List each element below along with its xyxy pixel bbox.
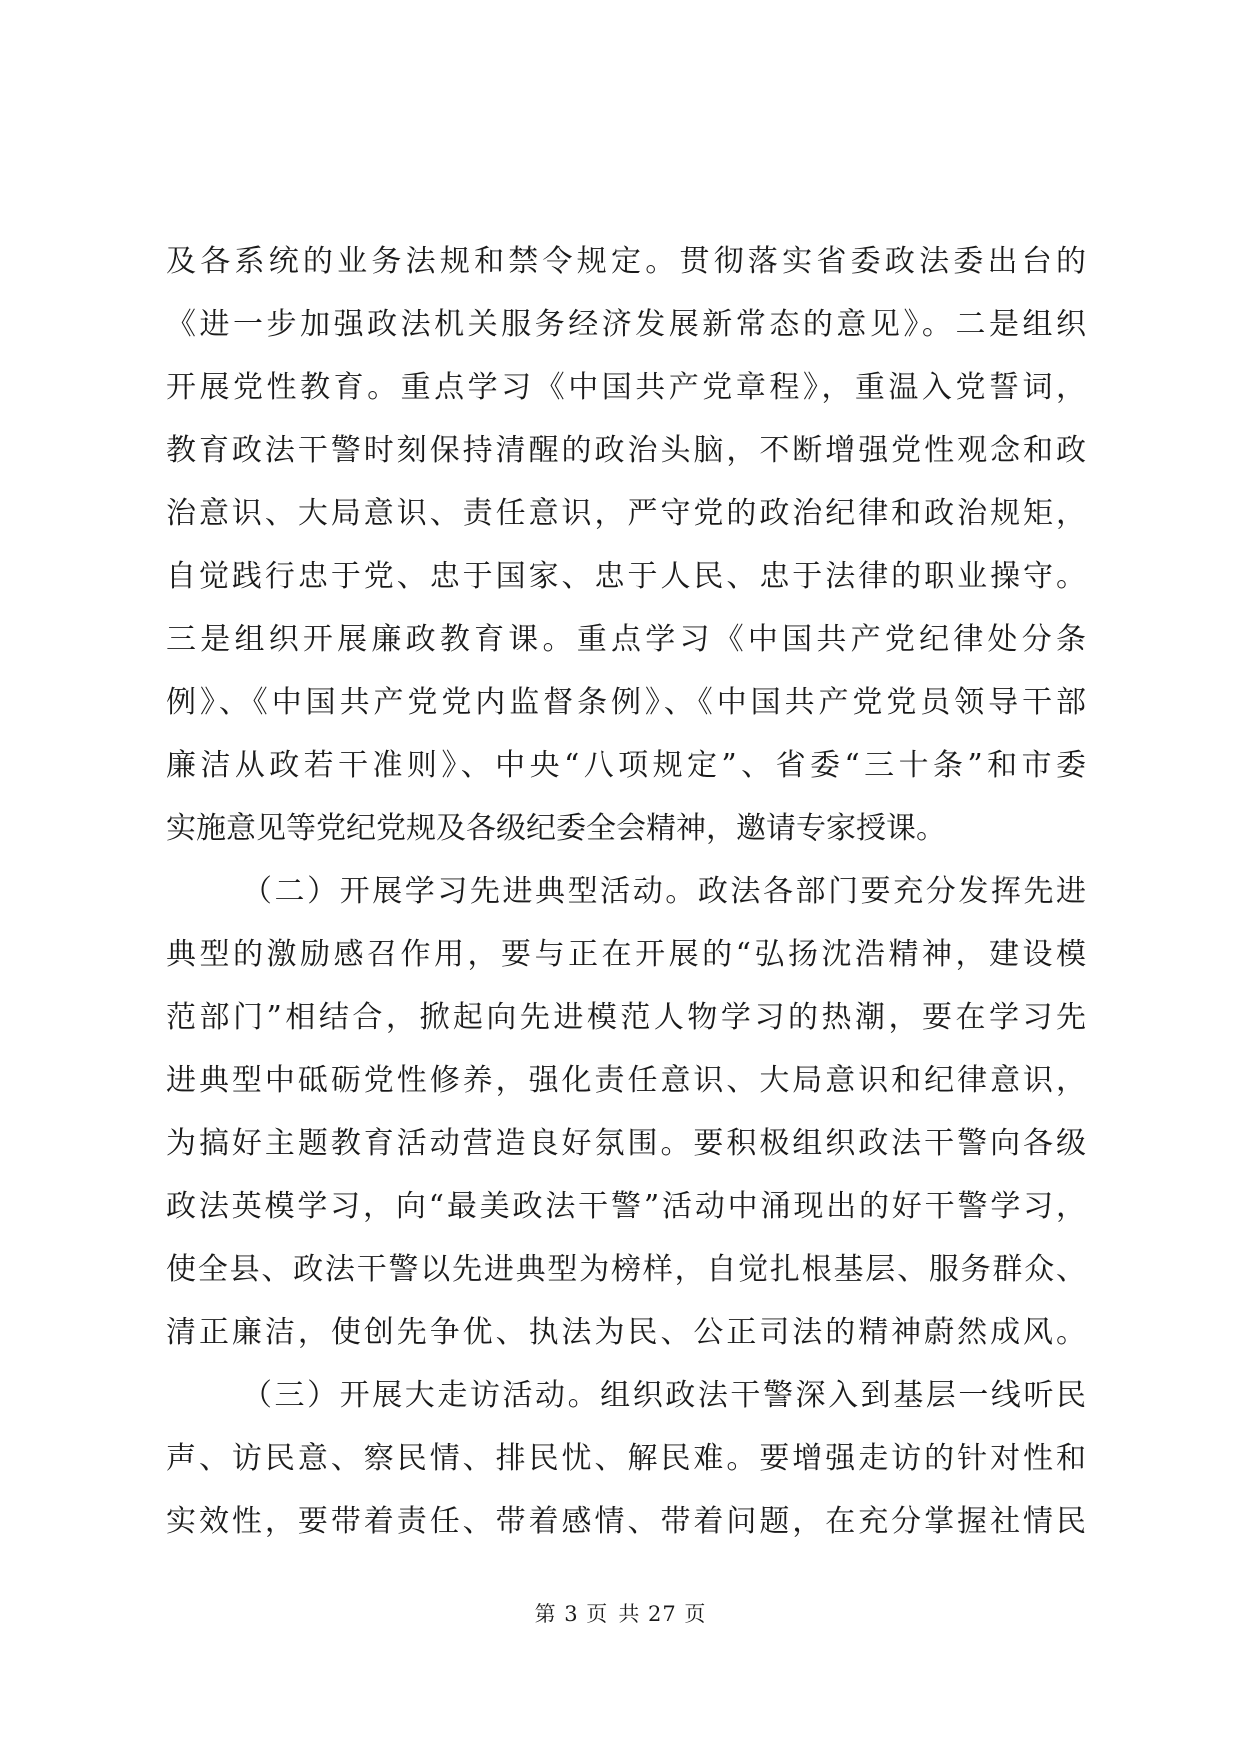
paragraph-start-line: （三）开展大走访活动。组织政法干警深入到基层一线听民: [242, 1378, 1086, 1413]
text-line: 例》、《中国共产党党内监督条例》、《中国共产党党员领导干部: [166, 685, 1086, 720]
page-footer: [0, 1598, 1241, 1628]
text-line: 进典型中砥砺党性修养，强化责任意识、大局意识和纪律意识，: [166, 1063, 1086, 1098]
text-line: 典型的激励感召作用，要与正在开展的“弘扬沈浩精神，建设模: [166, 937, 1086, 972]
text-line: 开展党性教育。重点学习《中国共产党章程》，重温入党誓词，: [166, 370, 1086, 405]
text-line: 教育政法干警时刻保持清醒的政治头脑，不断增强党性观念和政: [166, 433, 1086, 468]
paragraph-start-line: （二）开展学习先进典型活动。政法各部门要充分发挥先进: [242, 874, 1086, 909]
text-line: 及各系统的业务法规和禁令规定。贯彻落实省委政法委出台的: [166, 244, 1086, 279]
text-line: 实施意见等党纪党规及各级纪委全会精神，邀请专家授课。: [166, 811, 946, 846]
text-line: 为搞好主题教育活动营造良好氛围。要积极组织政法干警向各级: [166, 1126, 1086, 1161]
text-line: 《进一步加强政法机关服务经济发展新常态的意见》。二是组织: [166, 307, 1086, 342]
text-line: 治意识、大局意识、责任意识，严守党的政治纪律和政治规矩，: [166, 496, 1086, 531]
text-line: 清正廉洁，使创先争优、执法为民、公正司法的精神蔚然成风。: [166, 1315, 1086, 1350]
document-body: [166, 230, 1086, 1553]
text-line: 使全县、政法干警以先进典型为榜样，自觉扎根基层、服务群众、: [166, 1252, 1086, 1287]
page-number-label: 第 3 页: [534, 1602, 609, 1626]
text-line: 自觉践行忠于党、忠于国家、忠于人民、忠于法律的职业操守。: [166, 559, 1086, 594]
text-line: 实效性，要带着责任、带着感情、带着问题，在充分掌握社情民: [166, 1504, 1086, 1539]
text-line: 范部门”相结合，掀起向先进模范人物学习的热潮，要在学习先: [166, 1000, 1086, 1035]
text-line: 廉洁从政若干准则》、中央“八项规定”、省委“三十条”和市委: [166, 748, 1086, 783]
text-line: 政法英模学习，向“最美政法干警”活动中涌现出的好干警学习，: [166, 1189, 1086, 1224]
text-line: 三是组织开展廉政教育课。重点学习《中国共产党纪律处分条: [166, 622, 1086, 657]
page-total-label: 共 27 页: [618, 1602, 707, 1626]
text-line: 声、访民意、察民情、排民忧、解民难。要增强走访的针对性和: [166, 1441, 1086, 1476]
